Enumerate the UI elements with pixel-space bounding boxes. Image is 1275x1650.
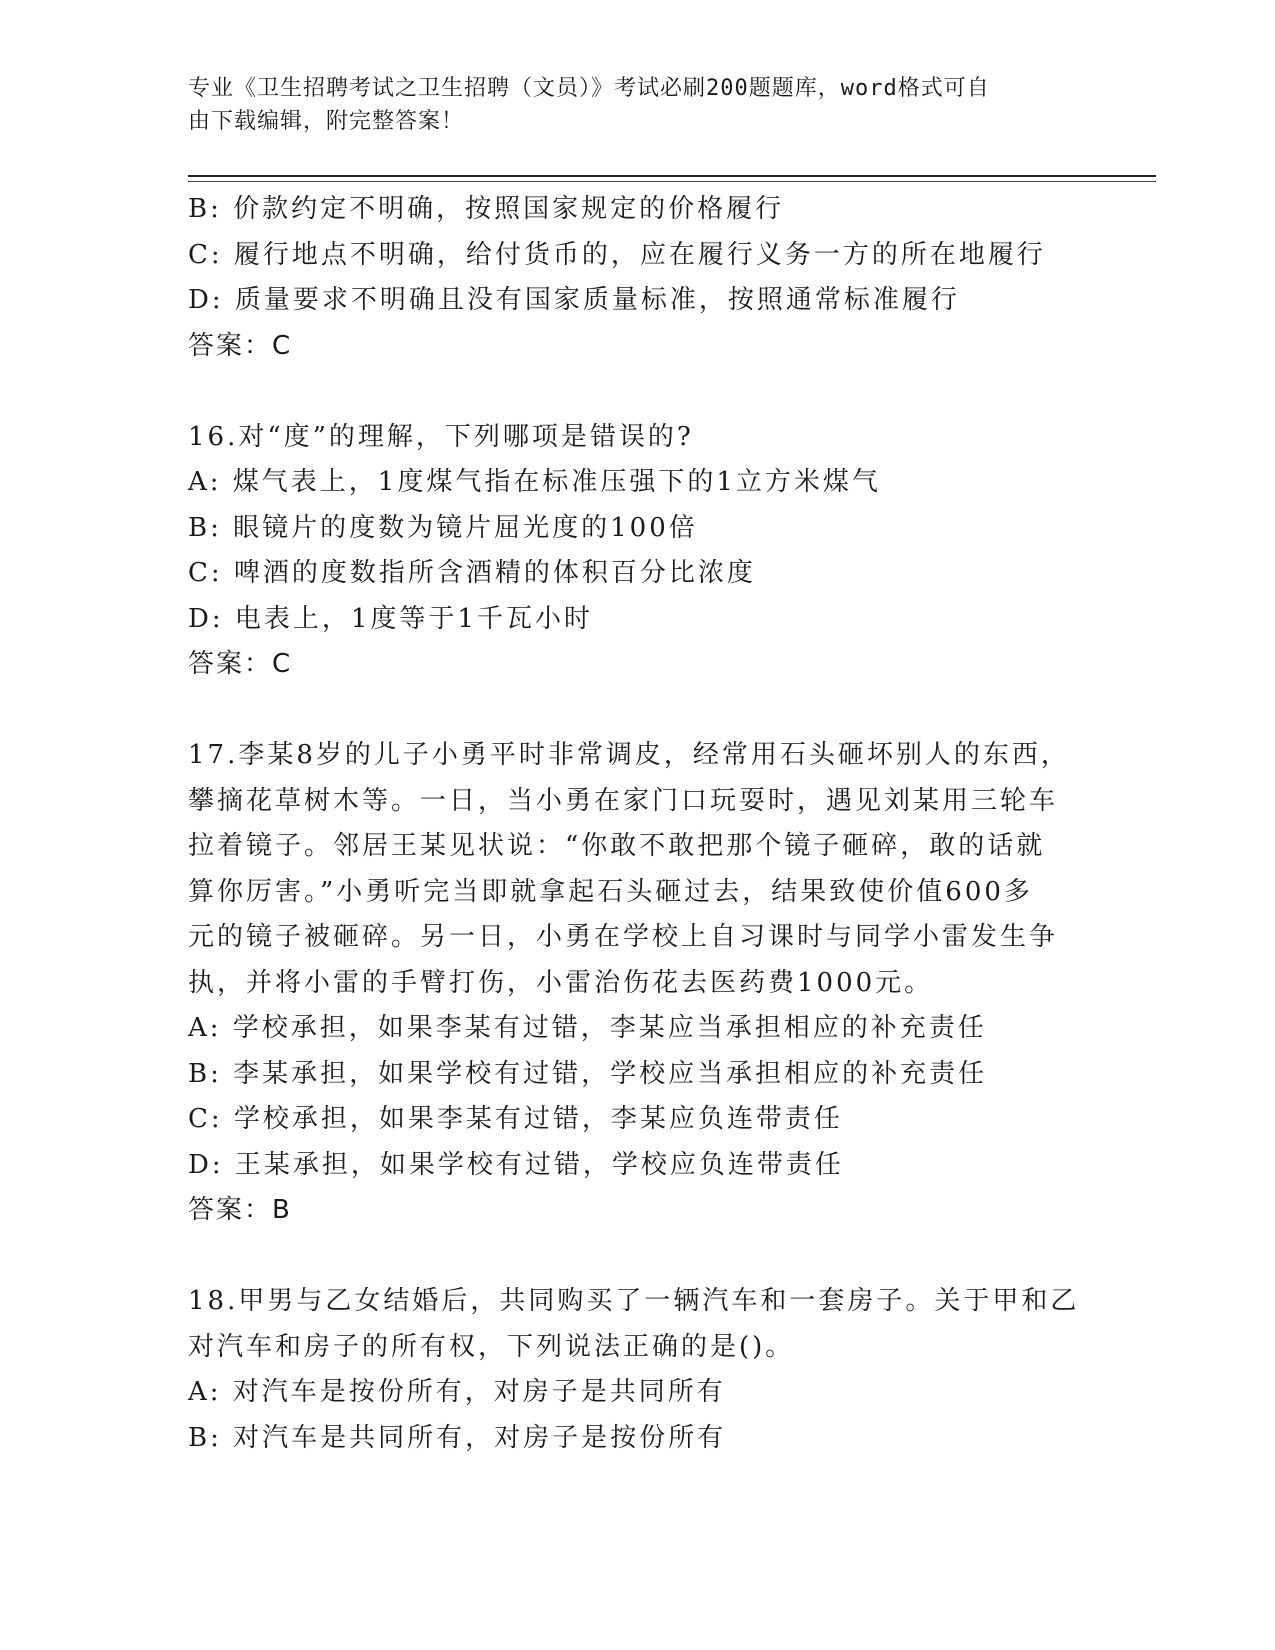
q17-option-a: A: 学校承担，如果李某有过错，李某应当承担相应的补充责任 [188, 1013, 987, 1043]
q18-option-a: A: 对汽车是按份所有，对房子是共同所有 [188, 1377, 726, 1407]
document-body [188, 187, 1080, 1461]
header-divider-thin [188, 181, 1156, 182]
q15-option-c: C: 履行地点不明确，给付货币的，应在履行义务一方的所在地履行 [188, 239, 1046, 270]
q18-stem-line: 对汽车和房子的所有权，下列说法正确的是()。 [188, 1331, 795, 1362]
header-line-2: 由下载编辑，附完整答案！ [188, 109, 465, 134]
q17-stem-line: 算你厉害。”小勇听完当即就拿起石头砸过去，结果致使价值600多 [188, 876, 1033, 907]
q17-stem-line: 执，并将小雷的手臂打伤，小雷治伤花去医药费1000元。 [188, 967, 934, 998]
q15-option-d: D: 质量要求不明确且没有国家质量标准，按照通常标准履行 [188, 285, 960, 315]
spacer [188, 1234, 1068, 1280]
q16-option-b: B: 眼镜片的度数为镜片屈光度的100倍 [188, 512, 698, 543]
q18-option-b: B: 对汽车是共同所有，对房子是按份所有 [188, 1422, 727, 1453]
q15-option-b: B: 价款约定不明确，按照国家规定的价格履行 [188, 194, 785, 224]
q15-answer: 答案：C [188, 330, 293, 361]
q17-option-d: D: 王某承担，如果学校有过错，学校应负连带责任 [188, 1149, 844, 1180]
question-18-block [188, 1279, 1080, 1461]
q17-stem-line: 攀摘花草树木等。一日，当小勇在家门口玩耍时，遇见刘某用三轮车 [188, 785, 1059, 816]
question-17-block [188, 733, 1068, 1234]
question-16-block [188, 415, 1068, 688]
q16-stem: 16.对“度”的理解，下列哪项是错误的? [188, 421, 694, 452]
q17-stem-line: 拉着镜子。邻居王某见状说：“你敢不敢把那个镜子砸碎，敢的话就 [188, 831, 1046, 861]
q18-stem-line: 18.甲男与乙女结婚后，共同购买了一辆汽车和一套房子。关于甲和乙 [188, 1286, 1080, 1316]
q17-answer: 答案：B [188, 1195, 292, 1225]
q16-option-c: C: 啤酒的度数指所含酒精的体积百分比浓度 [188, 558, 756, 588]
header-line-1: 专业《卫生招聘考试之卫生招聘（文员）》考试必刷200题题库，word格式可自 [188, 76, 990, 101]
q16-answer: 答案：C [188, 649, 293, 679]
q17-option-b: B: 李某承担，如果学校有过错，学校应当承担相应的补充责任 [188, 1058, 988, 1089]
q17-stem-line: 元的镜子被砸碎。另一日，小勇在学校上自习课时与同学小雷发生争 [188, 922, 1059, 952]
q17-option-c: C: 学校承担，如果李某有过错，李某应负连带责任 [188, 1104, 843, 1134]
document-header [188, 72, 1088, 138]
q16-option-a: A: 煤气表上，1度煤气指在标准压强下的1立方米煤气 [188, 467, 881, 497]
q16-option-d: D: 电表上，1度等于1千瓦小时 [188, 603, 593, 634]
spacer [188, 369, 1068, 415]
spacer [188, 688, 1068, 734]
question-15-block [188, 187, 1068, 369]
header-divider-thick [188, 175, 1156, 177]
q17-stem-line: 17.李某8岁的儿子小勇平时非常调皮，经常用石头砸坏别人的东西， [188, 740, 1070, 770]
